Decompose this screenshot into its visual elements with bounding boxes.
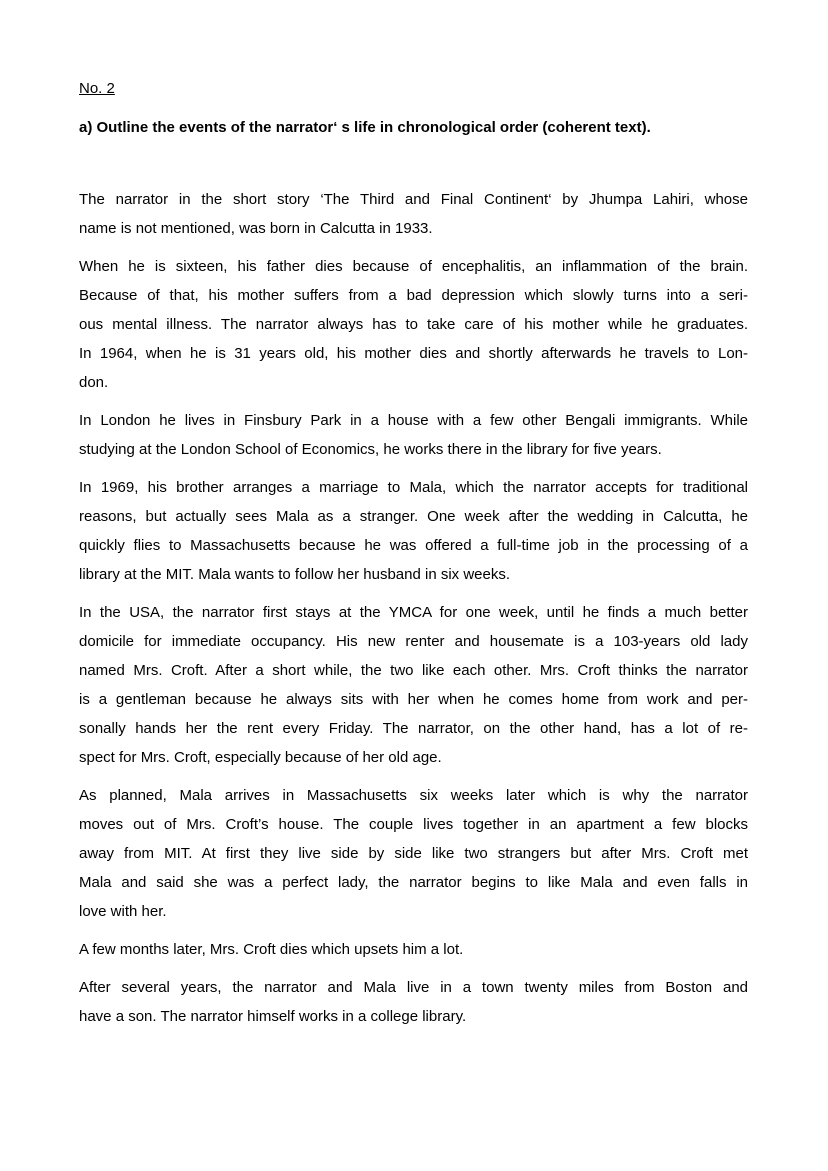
paragraph-line: reasons, but actually sees Mala as a stranger. One week after the wedding in Calcutta, he — [79, 508, 748, 525]
paragraph-line: The narrator in the short story ‘The Third and Final Continent‘ by Jhumpa Lahiri, whose — [79, 191, 748, 208]
paragraph-line: named Mrs. Croft. After a short while, the two like each other. Mrs. Croft thinks the narrator — [79, 662, 748, 679]
paragraph-line: library at the MIT. Mala wants to follow her husband in six weeks. — [79, 566, 511, 583]
paragraph-line: love with her. — [79, 903, 167, 920]
paragraph-line: In the USA, the narrator first stays at the YMCA for one week, until he finds a much better — [79, 604, 748, 621]
paragraph-line: studying at the London School of Economics, he works there in the library for five years. — [79, 441, 662, 458]
paragraph-line: After several years, the narrator and Mala live in a town twenty miles from Boston and — [79, 979, 748, 996]
paragraph-line: In 1964, when he is 31 years old, his mother dies and shortly afterwards he travels to Lon- — [79, 345, 748, 362]
essay-body — [79, 185, 748, 1031]
body-paragraph — [79, 973, 748, 1031]
body-paragraph — [79, 598, 748, 772]
paragraph-line: domicile for immediate occupancy. His new renter and housemate is a 103-years old lady — [79, 633, 748, 650]
body-paragraph — [79, 185, 748, 243]
paragraph-line: name is not mentioned, was born in Calcutta in 1933. — [79, 220, 433, 237]
paragraph-line: When he is sixteen, his father dies because of encephalitis, an inflammation of the brain. — [79, 258, 748, 275]
paragraph-line: have a son. The narrator himself works in a college library. — [79, 1008, 467, 1025]
task-heading: a) Outline the events of the narrator‘ s life in chronological order (coherent text). — [79, 119, 651, 136]
document-number: No. 2 — [79, 80, 115, 97]
body-paragraph — [79, 252, 748, 397]
paragraph-line: spect for Mrs. Croft, especially because of her old age. — [79, 749, 442, 766]
paragraph-line: In London he lives in Finsbury Park in a house with a few other Bengali immigrants. While — [79, 412, 748, 429]
paragraph-line: moves out of Mrs. Croft’s house. The couple lives together in an apartment a few blocks — [79, 816, 748, 833]
paragraph-line: don. — [79, 374, 109, 391]
paragraph-line: Mala and said she was a perfect lady, the narrator begins to like Mala and even falls in — [79, 874, 748, 891]
paragraph-line: Because of that, his mother suffers from a bad depression which slowly turns into a seri- — [79, 287, 748, 304]
paragraph-line: quickly flies to Massachusetts because he was offered a full-time job in the processing of a — [79, 537, 748, 554]
body-paragraph — [79, 781, 748, 926]
paragraph-line: As planned, Mala arrives in Massachusetts six weeks later which is why the narrator — [79, 787, 748, 804]
body-paragraph — [79, 935, 748, 964]
body-paragraph — [79, 406, 748, 464]
paragraph-line: sonally hands her the rent every Friday. The narrator, on the other hand, has a lot of re- — [79, 720, 748, 737]
body-paragraph — [79, 473, 748, 589]
document-page — [79, 79, 748, 1031]
paragraph-line: A few months later, Mrs. Croft dies which upsets him a lot. — [79, 941, 464, 958]
paragraph-line: In 1969, his brother arranges a marriage to Mala, which the narrator accepts for traditional — [79, 479, 748, 496]
paragraph-line: is a gentleman because he always sits with her when he comes home from work and per- — [79, 691, 748, 708]
paragraph-line: away from MIT. At first they live side by side like two strangers but after Mrs. Croft met — [79, 845, 748, 862]
paragraph-line: ous mental illness. The narrator always has to take care of his mother while he graduates. — [79, 316, 748, 333]
